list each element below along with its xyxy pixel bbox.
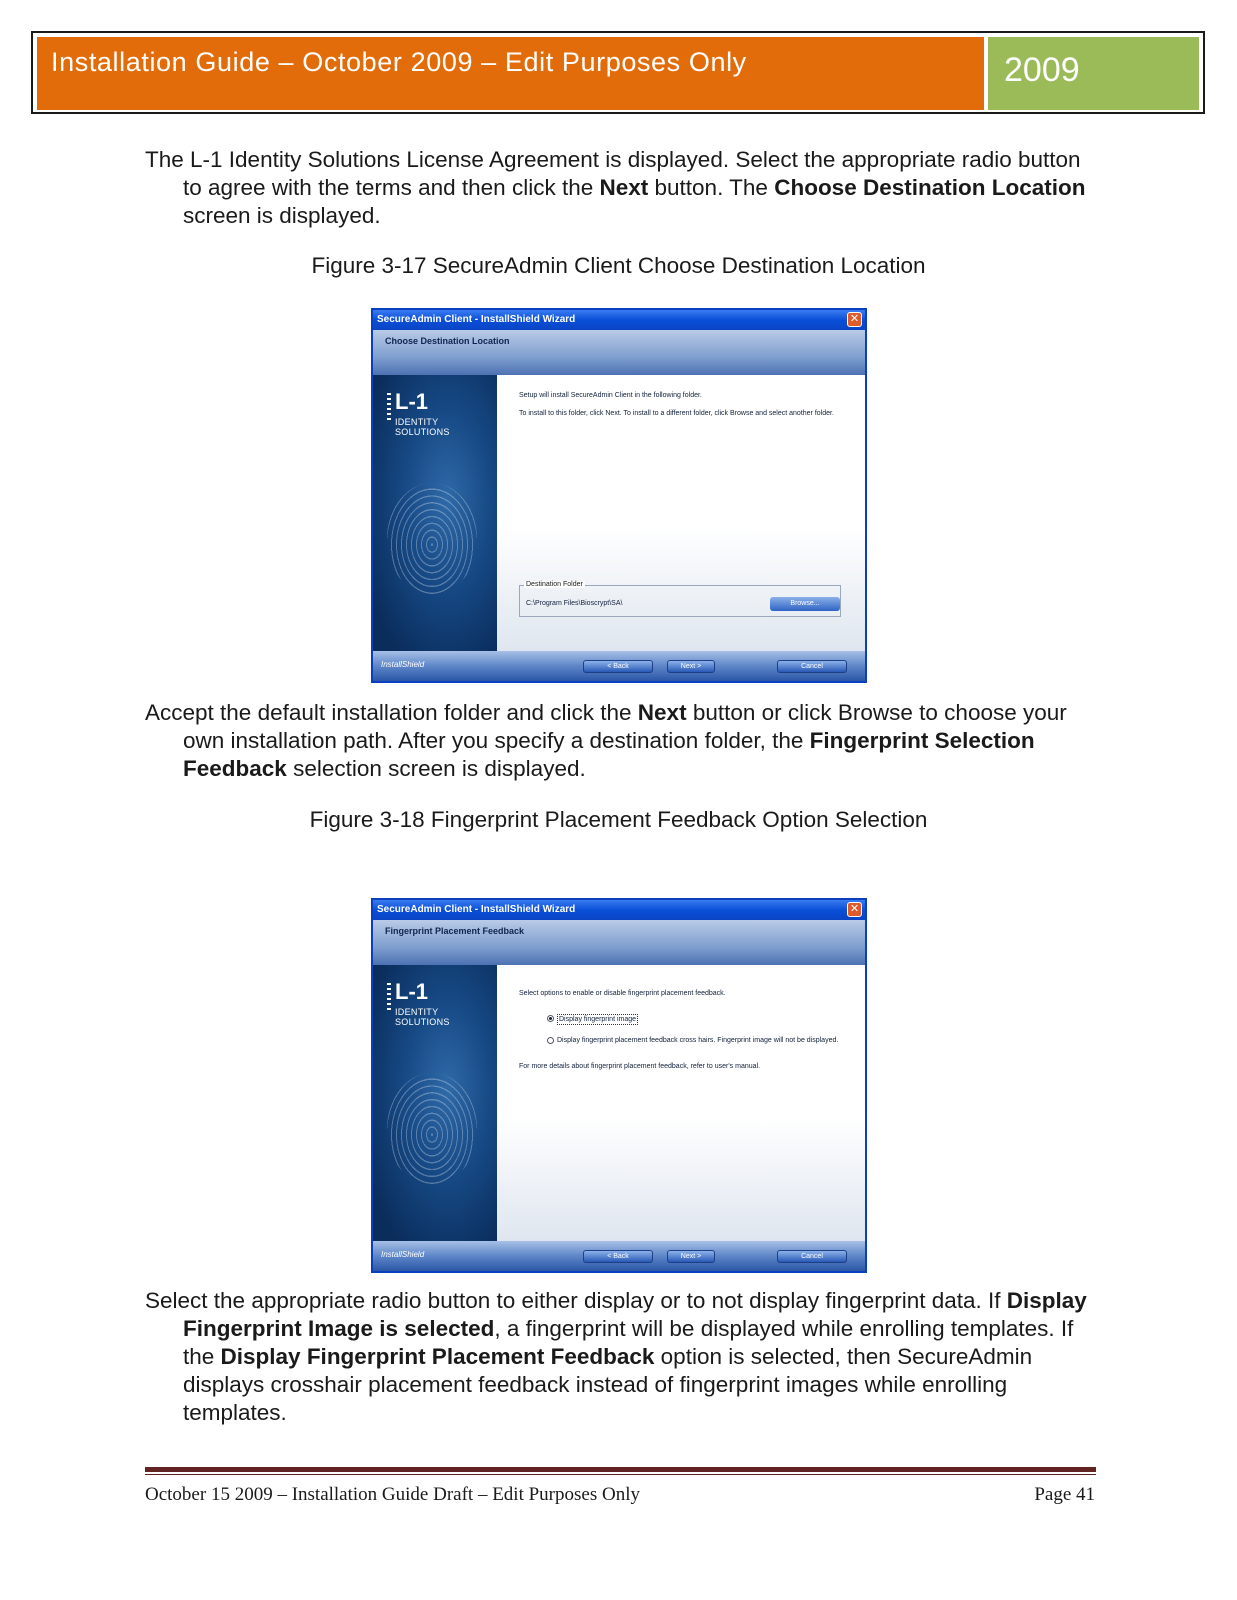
feedback-more-info: For more details about fingerprint placement feedback, refer to user's manual. xyxy=(519,1063,761,1070)
figure-caption-3-18: Figure 3-18 Fingerprint Placement Feedback Option Selection xyxy=(309,807,928,832)
close-icon[interactable]: ✕ xyxy=(847,312,862,327)
back-button[interactable]: < Back xyxy=(583,1250,653,1263)
screenshot-destination-dialog xyxy=(371,308,867,683)
dialog-side-panel xyxy=(373,965,497,1241)
dialog-subtitle: Choose Destination Location xyxy=(373,330,865,375)
destination-path: C:\Program Files\Bioscrypt\SA\ xyxy=(526,600,623,607)
para2-text3: selection screen is displayed. xyxy=(286,756,586,781)
footer-rule-thick xyxy=(145,1467,1096,1472)
installshield-brand: InstallShield xyxy=(381,660,425,669)
footer-rule-thin xyxy=(145,1474,1096,1475)
para1-text2: button. The xyxy=(648,175,775,200)
dialog-footer xyxy=(373,651,865,681)
para2-text1: Accept the default installation folder and click the xyxy=(145,700,638,725)
logo-solutions: SOLUTIONS xyxy=(395,1017,450,1027)
feedback-intro-text: Select options to enable or disable fingerprint placement feedback. xyxy=(519,990,726,997)
option-display-image[interactable]: Display fingerprint image xyxy=(559,1016,637,1023)
setup-info-text: Setup will install SecureAdmin Client in the following folder. xyxy=(519,392,702,399)
para3-bold2: Display Fingerprint Placement Feedback xyxy=(220,1344,655,1369)
fingerprint-icon xyxy=(387,483,477,595)
dialog-side-panel xyxy=(373,375,497,651)
para1-bold2: Choose Destination Location xyxy=(774,175,1086,200)
logo-identity: IDENTITY xyxy=(395,1007,439,1017)
header-title-bar xyxy=(37,37,984,110)
next-button[interactable]: Next > xyxy=(667,1250,715,1263)
header-title: Installation Guide – October 2009 – Edit Purposes Only xyxy=(51,47,747,77)
screenshot-feedback-dialog xyxy=(371,898,867,1273)
para3-bold1: Display Fingerprint Image is selected xyxy=(183,1288,1087,1341)
fingerprint-icon xyxy=(387,1073,477,1185)
installshield-brand: InstallShield xyxy=(381,1250,425,1259)
logo-dots-icon xyxy=(387,393,391,423)
option-display-crosshairs[interactable]: Display fingerprint placement feedback cross hairs. Fingerprint image will not be displayed. xyxy=(557,1037,839,1044)
figure-caption-3-17: Figure 3-17 SecureAdmin Client Choose Destination Location xyxy=(311,253,926,278)
logo-solutions: SOLUTIONS xyxy=(395,427,450,437)
dialog-title-bar xyxy=(373,310,865,330)
paragraph-license xyxy=(145,146,1105,230)
browse-button[interactable]: Browse... xyxy=(770,597,840,611)
radio-display-crosshairs[interactable] xyxy=(547,1037,554,1044)
dialog-content xyxy=(497,375,867,651)
header-year: 2009 xyxy=(1004,51,1080,89)
footer-text: October 15 2009 – Installation Guide Draft – Edit Purposes Only xyxy=(145,1484,640,1505)
cancel-button[interactable]: Cancel xyxy=(777,660,847,673)
para2-bold2: Fingerprint Selection Feedback xyxy=(183,728,1035,781)
destination-folder-group xyxy=(519,581,841,617)
logo-identity: IDENTITY xyxy=(395,417,439,427)
dialog-title: SecureAdmin Client - InstallShield Wizard xyxy=(377,314,576,325)
paragraph-destination xyxy=(145,699,1105,783)
destination-folder-legend: Destination Folder xyxy=(526,581,583,588)
cancel-button[interactable]: Cancel xyxy=(777,1250,847,1263)
page-number: Page 41 xyxy=(1034,1484,1095,1505)
dialog-title-bar xyxy=(373,900,865,920)
dialog-title: SecureAdmin Client - InstallShield Wizard xyxy=(377,904,576,915)
para1-text1: The L-1 Identity Solutions License Agreement is displayed. Select the appropriate radio button to agree with the terms and then click the xyxy=(145,147,1081,200)
para3-text3: option is selected, then SecureAdmin displays crosshair placement feedback instead of fingerprint images while enrolling templates. xyxy=(183,1344,1033,1425)
dialog-footer xyxy=(373,1241,865,1271)
header-year-box xyxy=(988,37,1199,110)
para2-text2: button or click Browse to choose your own installation path. After you specify a destination folder, the xyxy=(183,700,1067,753)
next-button[interactable]: Next > xyxy=(667,660,715,673)
paragraph-feedback-options xyxy=(145,1287,1105,1427)
install-instructions-text: To install to this folder, click Next. To install to a different folder, click Browse and select another folder. xyxy=(519,410,834,417)
para1-text3: screen is displayed. xyxy=(183,203,381,228)
para1-bold1: Next xyxy=(599,175,649,200)
dialog-subtitle: Fingerprint Placement Feedback xyxy=(373,920,865,965)
back-button[interactable]: < Back xyxy=(583,660,653,673)
dialog-content xyxy=(497,965,867,1241)
radio-display-image[interactable] xyxy=(547,1015,554,1022)
para3-text2: , a fingerprint will be displayed while enrolling templates. If the xyxy=(183,1316,1074,1369)
para2-bold1: Next xyxy=(637,700,687,725)
logo-l1: L-1 xyxy=(395,979,428,1004)
para3-text1: Select the appropriate radio button to either display or to not display fingerprint data. If xyxy=(145,1288,1007,1313)
logo-dots-icon xyxy=(387,983,391,1013)
close-icon[interactable]: ✕ xyxy=(847,902,862,917)
logo-l1: L-1 xyxy=(395,389,428,414)
